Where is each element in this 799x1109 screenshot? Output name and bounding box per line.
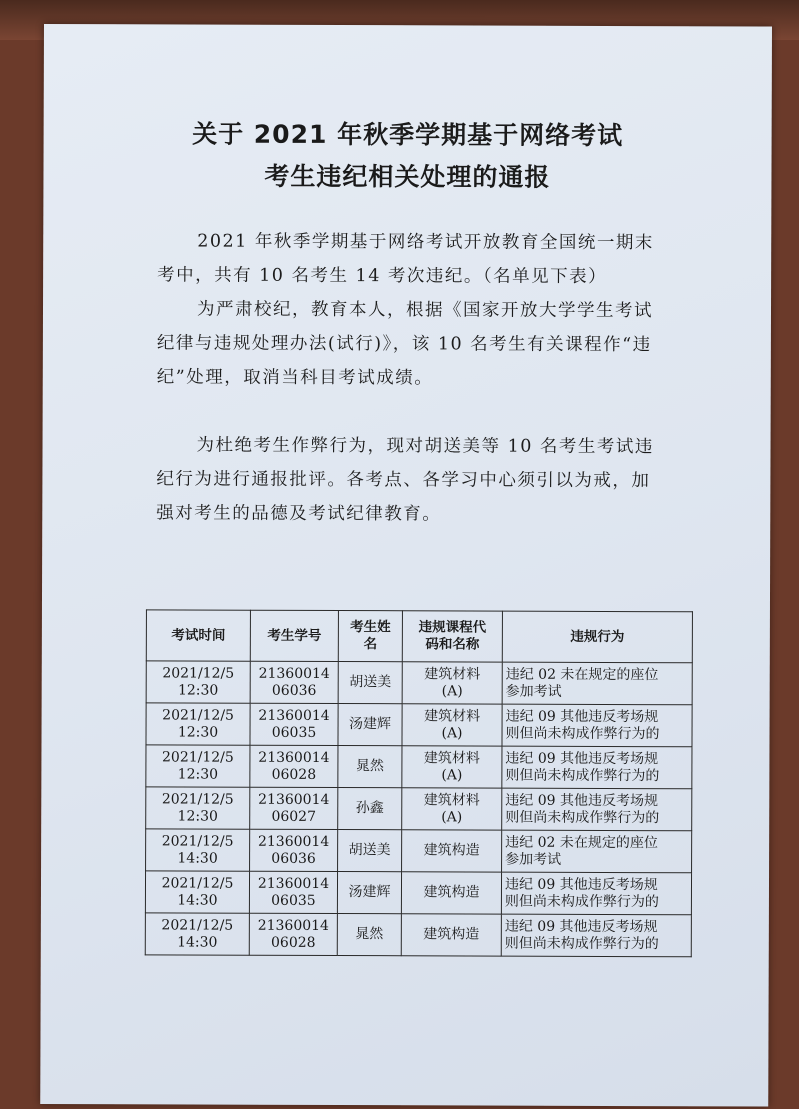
student-id-cell: [250, 745, 338, 787]
header-violation: [502, 611, 692, 663]
cell-text: 21360014: [258, 665, 330, 682]
paragraph-line: 2021 年秋季学期基于网络考试开放教育全国统一期末: [197, 231, 654, 254]
cell-text: 2021/12/5: [161, 790, 234, 808]
time-cell: [145, 871, 249, 913]
cell-text: 建筑构造: [423, 926, 480, 943]
paragraph-criticism: [156, 428, 716, 532]
cell-text: 2021/12/5: [161, 832, 234, 850]
student-name-cell: [338, 746, 402, 788]
document-page: [40, 24, 772, 1107]
cell-text: 建筑材料: [424, 707, 481, 725]
cell-text: 21360014: [257, 875, 330, 892]
cell-text: 参加考试: [505, 851, 562, 868]
table-row: [146, 787, 692, 831]
table-body: [145, 661, 692, 957]
paragraph-regulation: [157, 292, 717, 396]
document-title-line1: 关于 2021 年秋季学期基于网络考试: [192, 119, 624, 151]
paragraph-line: 纪律与违规处理办法(试行)》，该 10 名考生有关课程作“违: [156, 333, 652, 356]
time-cell: [146, 745, 250, 787]
student-id-cell: [249, 913, 337, 955]
cell-text: 则但尚未构成作弊行为的: [505, 725, 660, 742]
violation-cell: [502, 830, 692, 873]
header-text: 名: [363, 636, 378, 653]
table-row: [145, 871, 691, 915]
cell-text: 违纪 09 其他违反考场规: [504, 918, 658, 935]
header-text: 考生姓: [350, 619, 391, 636]
paragraph-line: 纪行为进行通报批评。各考点、各学习中心须引以为戒，加: [156, 469, 651, 492]
paragraph-line: 为严肃校纪，教育本人，根据《国家开放大学学生考试: [196, 299, 654, 322]
cell-text: 则但尚未构成作弊行为的: [504, 893, 659, 910]
violation-cell: [501, 872, 691, 915]
cell-text: 2021/12/5: [161, 874, 234, 892]
paragraph-summary: [157, 224, 717, 294]
cell-text: 06028: [270, 934, 316, 951]
student-name-cell: [338, 662, 402, 704]
course-cell: [402, 788, 502, 830]
course-cell: [402, 746, 502, 788]
student-id-cell: [250, 829, 338, 871]
time-cell: [146, 661, 250, 703]
cell-text: 汤建辉: [348, 884, 391, 901]
cell-text: 21360014: [258, 749, 330, 766]
paragraph-line: 考中，共有 10 名考生 14 考次违纪。（名单见下表）: [157, 265, 608, 287]
cell-text: 2021/12/5: [162, 748, 234, 766]
violation-cell: [502, 788, 692, 831]
cell-text: 21360014: [257, 833, 330, 850]
cell-text: 违纪 09 其他违反考场规: [505, 708, 659, 725]
cell-text: 参加考试: [505, 683, 562, 700]
header-text: 违规行为: [570, 628, 625, 645]
header-course: [402, 611, 502, 662]
violation-cell: [502, 662, 692, 705]
student-id-cell: [249, 871, 337, 913]
paragraph-line: 为杜绝考生作弊行为，现对胡送美等 10 名考生考试违: [196, 435, 654, 458]
cell-text: 06036: [271, 682, 317, 699]
time-cell: [146, 703, 250, 745]
cell-text: 建筑材料: [424, 665, 481, 683]
cell-text: 则但尚未构成作弊行为的: [505, 767, 660, 784]
cell-text: 则但尚未构成作弊行为的: [504, 935, 659, 952]
table-row: [145, 913, 691, 957]
cell-text: 违纪 09 其他违反考场规: [505, 750, 659, 767]
student-id-cell: [250, 703, 338, 745]
cell-text: 21360014: [257, 917, 330, 934]
cell-text: 14:30: [177, 933, 218, 951]
cell-text: 06028: [271, 766, 317, 783]
course-cell: [401, 872, 501, 914]
paragraph-line: 纪”处理，取消当科目考试成绩。: [156, 367, 434, 389]
cell-text: 建筑材料: [423, 791, 480, 809]
header-text: 违规课程代: [418, 619, 487, 636]
cell-text: 14:30: [177, 891, 218, 909]
table-row: [146, 745, 692, 789]
header-text: 考生学号: [267, 627, 322, 644]
student-name-cell: [338, 830, 402, 872]
cell-text: 汤建辉: [349, 716, 392, 733]
cell-text: 14:30: [177, 849, 218, 867]
cell-text: 12:30: [177, 807, 218, 825]
violation-cell: [502, 746, 692, 789]
paragraph-line: 强对考生的品德及考试纪律教育。: [156, 503, 442, 525]
document-title-line2: 考生违纪相关处理的通报: [264, 161, 551, 192]
cell-text: (A): [441, 766, 463, 783]
cell-text: 06027: [271, 808, 317, 825]
cell-text: 孙鑫: [355, 800, 384, 817]
violations-table: [145, 609, 693, 957]
course-cell: [402, 704, 502, 746]
cell-text: 2021/12/5: [162, 706, 235, 724]
cell-text: 建筑构造: [423, 842, 480, 859]
table-row: [146, 703, 692, 747]
violation-cell: [501, 914, 691, 957]
student-id-cell: [250, 787, 338, 829]
cell-text: 12:30: [177, 723, 219, 741]
course-cell: [402, 830, 502, 872]
cell-text: 建筑构造: [423, 884, 480, 901]
cell-text: 违纪 02 未在规定的座位: [505, 834, 658, 851]
cell-text: (A): [441, 724, 463, 741]
time-cell: [145, 913, 249, 955]
student-name-cell: [337, 914, 401, 956]
course-cell: [402, 662, 502, 704]
cell-text: 21360014: [258, 707, 330, 724]
header-student-name: [338, 611, 402, 662]
header-text: 码和名称: [425, 636, 480, 653]
violation-cell: [502, 704, 692, 747]
cell-text: (A): [441, 682, 463, 699]
table-header-row: [146, 610, 692, 663]
cell-text: 2021/12/5: [162, 664, 235, 682]
student-name-cell: [338, 788, 402, 830]
cell-text: 晁然: [355, 926, 384, 943]
table-row: [146, 661, 692, 705]
cell-text: 06036: [271, 850, 316, 867]
cell-text: 建筑材料: [423, 749, 480, 767]
table-row: [146, 829, 692, 873]
header-exam-time: [146, 610, 250, 661]
course-cell: [401, 914, 501, 956]
time-cell: [146, 829, 250, 871]
time-cell: [146, 787, 250, 829]
cell-text: 胡送美: [348, 842, 391, 859]
cell-text: 则但尚未构成作弊行为的: [505, 809, 660, 826]
cell-text: 违纪 09 其他违反考场规: [504, 876, 658, 893]
cell-text: 违纪 09 其他违反考场规: [505, 792, 659, 809]
cell-text: 违纪 02 未在规定的座位: [505, 666, 659, 683]
cell-text: 晁然: [355, 758, 384, 775]
cell-text: 06035: [271, 892, 316, 909]
header-student-id: [250, 610, 338, 661]
cell-text: 21360014: [258, 791, 330, 808]
student-name-cell: [337, 872, 401, 914]
cell-text: 2021/12/5: [161, 916, 234, 934]
cell-text: 06035: [271, 724, 317, 741]
cell-text: 胡送美: [349, 674, 392, 691]
cell-text: (A): [441, 808, 463, 825]
cell-text: 12:30: [177, 681, 219, 699]
header-text: 考试时间: [171, 626, 226, 644]
cell-text: 12:30: [177, 765, 219, 783]
student-id-cell: [250, 661, 338, 703]
student-name-cell: [338, 704, 402, 746]
